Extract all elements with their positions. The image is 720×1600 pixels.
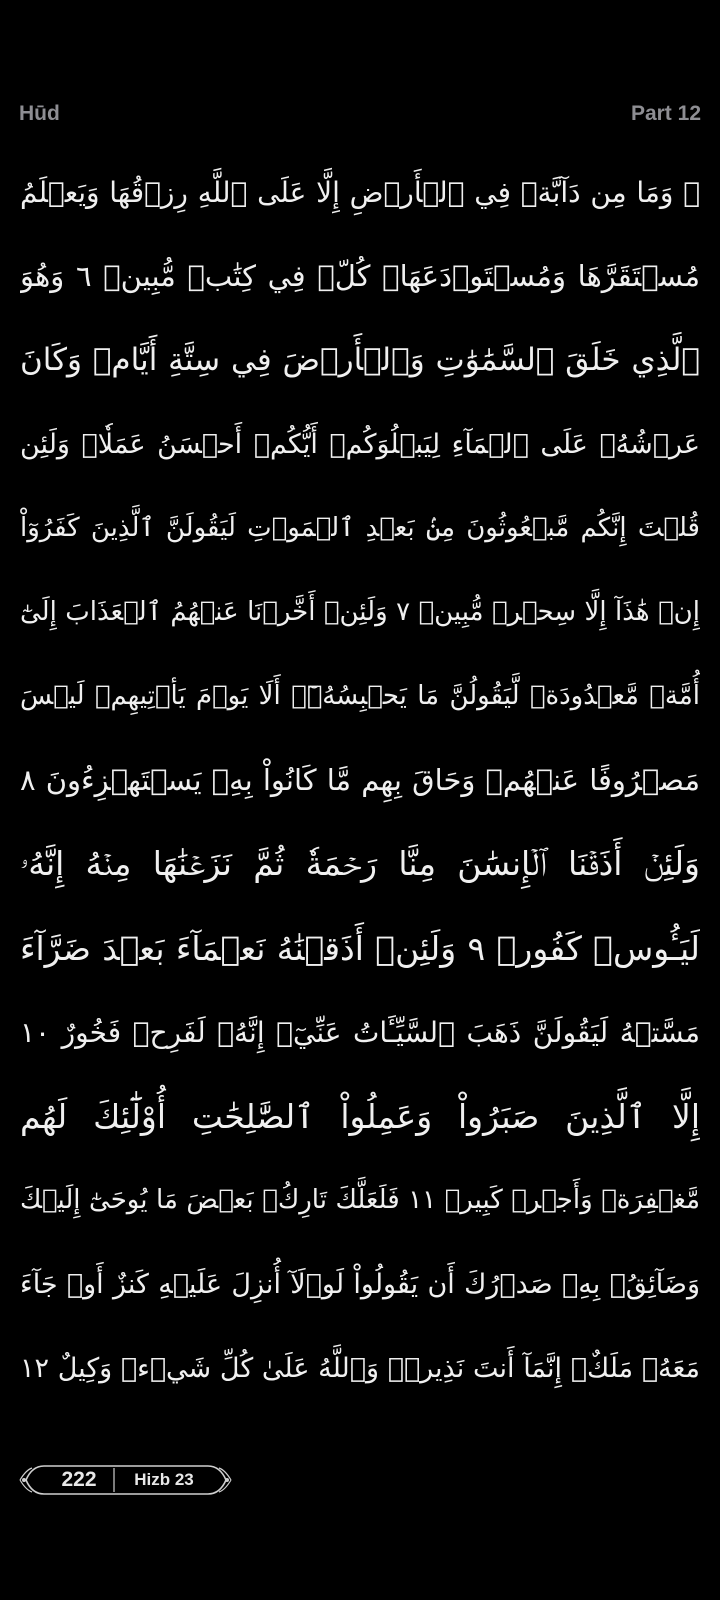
verse-line: إِنۡ هَٰذَآ إِلَّا سِحۡرٞ مُّبِينٞ ٧ وَلَئِنۡ أَخَّرۡنَا عَنۡهُمُ ٱلۡعَذَابَ إِلَىٰٓ [20, 597, 700, 627]
quran-page-text[interactable] [20, 150, 700, 1410]
page-number: 222 [61, 1468, 97, 1491]
verse-line: قُلۡتَ إِنَّكُم مَّبۡعُوثُونَ مِنۢ بَعۡدِ ٱلۡمَوۡتِ لَيَقُولَنَّ ٱلَّذِينَ كَفَرُوٓاْ [20, 513, 700, 543]
verse-line: مَّغۡفِرَةٞ وَأَجۡرٞ كَبِيرٞ ١١ فَلَعَلَّكَ تَارِكُۢ بَعۡضَ مَا يُوحَىٰٓ إِلَيۡكَ [20, 1185, 700, 1215]
verse-line: لَيَـُٔوسٞ كَفُورٞ ٩ وَلَئِنۡ أَذَقۡنَٰهُ نَعۡمَآءَ بَعۡدَ ضَرَّآءَ [20, 928, 700, 968]
verse-line: مَسَّتۡهُ لَيَقُولَنَّ ذَهَبَ ٱلسَّيِّـَٔاتُ عَنِّيٓۚ إِنَّهُۥ لَفَرِحٞ فَخُورٌ ١٠ [20, 1015, 700, 1049]
verse-line: عَرۡشُهُۥ عَلَى ٱلۡمَآءِ لِيَبۡلُوَكُمۡ أَيُّكُمۡ أَحۡسَنُ عَمَلٗاۗ وَلَئِن [20, 428, 700, 460]
part-label: Part 12 [630, 102, 701, 125]
verse-line: مُسۡتَقَرَّهَا وَمُسۡتَوۡدَعَهَاۚ كُلّٞ فِي كِتَٰبٖ مُّبِينٖ ٦ وَهُوَ [20, 259, 700, 293]
verse-line: وَلَئِنۡ أَذَقۡنَا ٱلۡإِنسَٰنَ مِنَّا رَحۡمَةٗ ثُمَّ نَزَعۡنَٰهَا مِنۡهُ إِنَّهُۥ [20, 844, 700, 883]
page-footer-badge[interactable] [18, 1462, 233, 1498]
verse-line: إِلَّا ٱلَّذِينَ صَبَرُواْ وَعَمِلُواْ ٱلصَّٰلِحَٰتِ أُوْلَٰٓئِكَ لَهُم [20, 1096, 700, 1136]
verse-line: ٱلَّذِي خَلَقَ ٱلسَّمَٰوَٰتِ وَٱلۡأَرۡضَ فِي سِتَّةِ أَيَّامٖ وَكَانَ [20, 342, 700, 378]
page-header [0, 100, 720, 136]
verse-line: مَعَهُۥ مَلَكٌۚ إِنَّمَآ أَنتَ نَذِيرٞۚ وَٱللَّهُ عَلَىٰ كُلِّ شَيۡءٖ وَكِيلٌ ١٢ [20, 1352, 700, 1384]
verse-line: أُمَّةٖ مَّعۡدُودَةٖ لَّيَقُولُنَّ مَا يَحۡبِسُهُۥٓۗ أَلَا يَوۡمَ يَأۡتِيهِمۡ لَيۡسَ [20, 681, 700, 711]
verse-line: وَضَآئِقُۢ بِهِۦ صَدۡرُكَ أَن يَقُولُواْ لَوۡلَآ أُنزِلَ عَلَيۡهِ كَنزٌ أَوۡ جَآءَ [20, 1268, 700, 1300]
surah-name: Hūd [19, 102, 60, 125]
verse-line: مَصۡرُوفًا عَنۡهُمۡ وَحَاقَ بِهِم مَّا كَانُواْ بِهِۦ يَسۡتَهۡزِءُونَ ٨ [20, 763, 700, 797]
hizb-label: Hizb 23 [134, 1470, 194, 1489]
verse-line: ۞ وَمَا مِن دَآبَّةٖ فِي ٱلۡأَرۡضِ إِلَّا عَلَى ٱللَّهِ رِزۡقُهَا وَيَعۡلَمُ [20, 175, 700, 209]
